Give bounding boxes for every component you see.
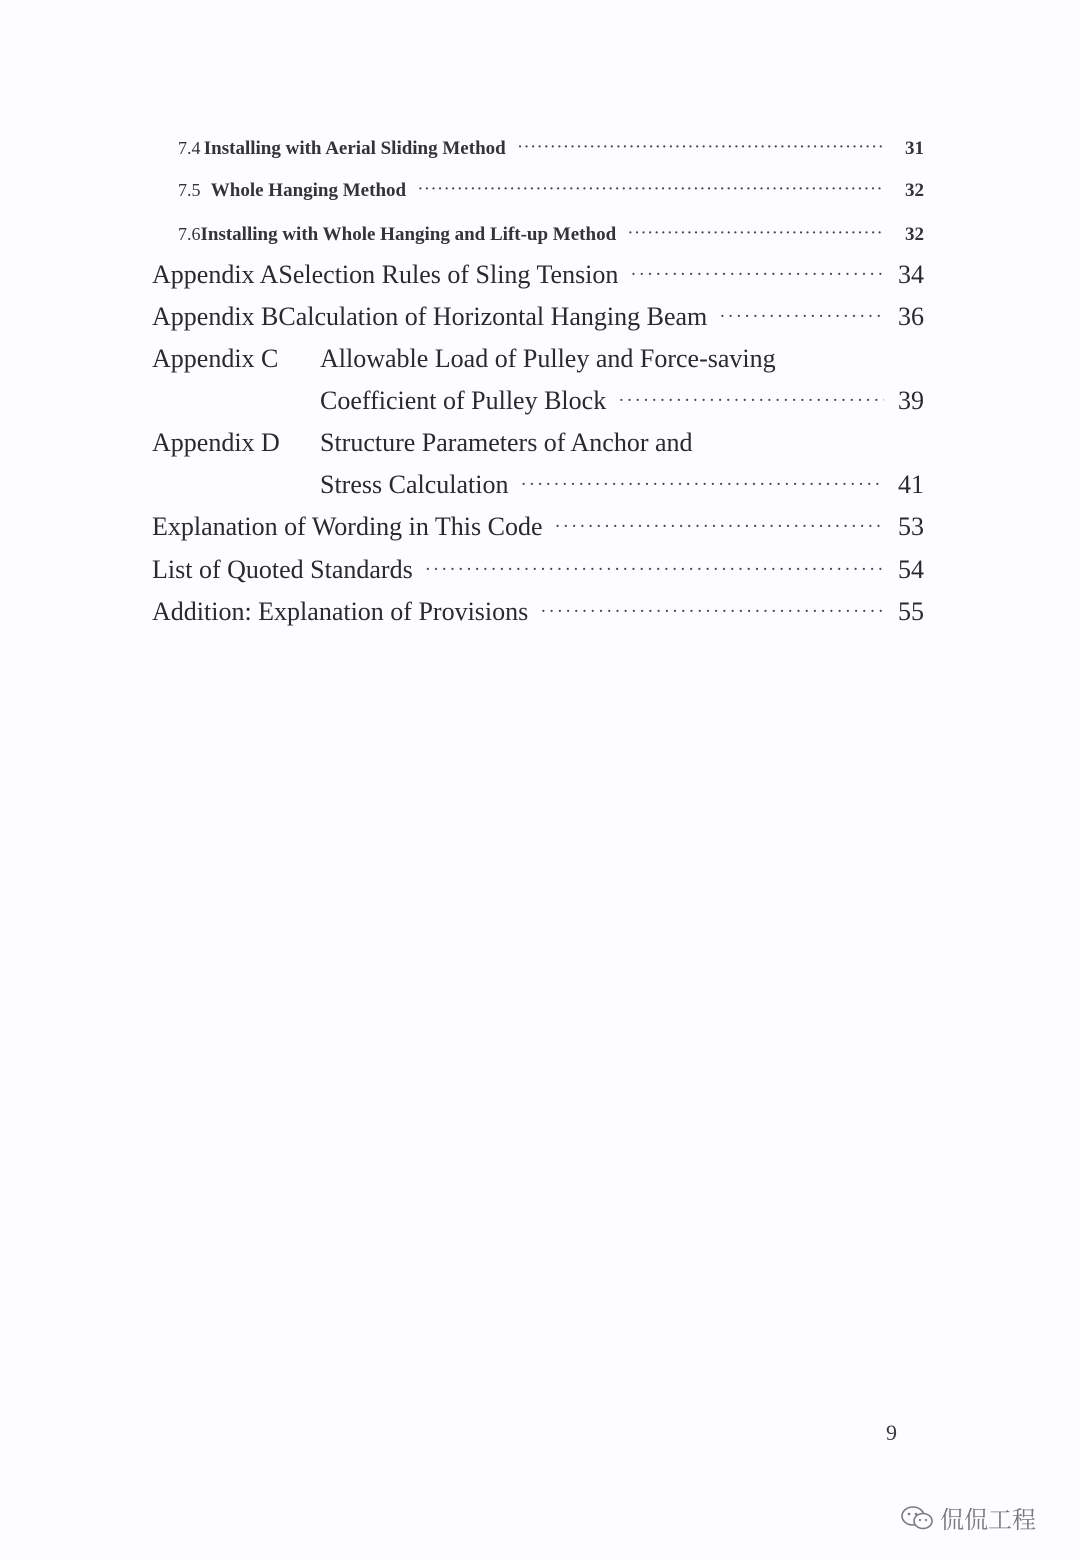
dot-leader — [520, 474, 884, 496]
entry-title: Allowable Load of Pulley and Force-saving — [320, 344, 776, 373]
toc-entry — [152, 512, 924, 542]
toc-entry — [152, 302, 924, 332]
entry-title-continuation: Coefficient of Pulley Block — [320, 386, 607, 415]
dot-leader — [540, 601, 884, 623]
section-number: 7.5 — [178, 180, 201, 200]
toc-entry — [152, 597, 924, 627]
dot-leader — [418, 181, 884, 197]
page-number: 36 — [898, 302, 924, 331]
toc-entry — [152, 344, 924, 374]
page-number: 53 — [898, 512, 924, 541]
toc-entry — [178, 224, 924, 246]
dot-leader — [630, 264, 884, 286]
watermark — [900, 1500, 1036, 1535]
appendix-label: Appendix A — [152, 260, 279, 289]
toc-entry — [178, 180, 924, 202]
page-number: 39 — [898, 386, 924, 415]
appendix-label: Appendix B — [152, 302, 279, 331]
page-folio: 9 — [886, 1420, 897, 1445]
entry-title: Selection Rules of Sling Tension — [278, 260, 619, 289]
page-number: 41 — [898, 470, 924, 499]
wechat-icon — [900, 1505, 934, 1531]
dot-leader — [628, 225, 884, 241]
appendix-label: Appendix D — [152, 428, 280, 457]
dot-leader — [618, 390, 884, 412]
toc-entry — [178, 138, 924, 160]
page-number: 54 — [898, 555, 924, 584]
entry-title-continuation: Stress Calculation — [320, 470, 509, 499]
entry-title: Installing with Aerial Sliding Method — [203, 138, 506, 159]
toc-entry-continuation — [320, 386, 924, 416]
page-number: 55 — [898, 597, 924, 626]
toc-entry — [152, 555, 924, 585]
watermark-text: 侃侃工程 — [940, 1506, 1036, 1534]
entry-title: Addition: Explanation of Provisions — [152, 597, 529, 626]
entry-title: Structure Parameters of Anchor and — [320, 428, 693, 457]
page-number: 31 — [905, 138, 924, 159]
entry-title: Calculation of Horizontal Hanging Beam — [278, 302, 708, 331]
appendix-label: Appendix C — [152, 344, 279, 373]
entry-title: Installing with Whole Hanging and Lift-up Method — [200, 224, 617, 245]
dot-leader — [719, 306, 884, 328]
dot-leader — [518, 139, 884, 155]
dot-leader — [555, 516, 884, 538]
section-number: 7.4 — [178, 138, 201, 158]
entry-title: Explanation of Wording in This Code — [152, 512, 543, 541]
page-number: 32 — [905, 180, 924, 201]
section-number: 7.6 — [178, 224, 201, 244]
toc-entry-continuation — [320, 470, 924, 500]
entry-title: Whole Hanging Method — [210, 180, 407, 201]
entry-title: List of Quoted Standards — [152, 555, 413, 584]
page-number: 32 — [905, 224, 924, 245]
toc-entry — [152, 260, 924, 290]
dot-leader — [425, 559, 884, 581]
page-number: 34 — [898, 260, 924, 289]
toc-entry — [152, 428, 924, 458]
